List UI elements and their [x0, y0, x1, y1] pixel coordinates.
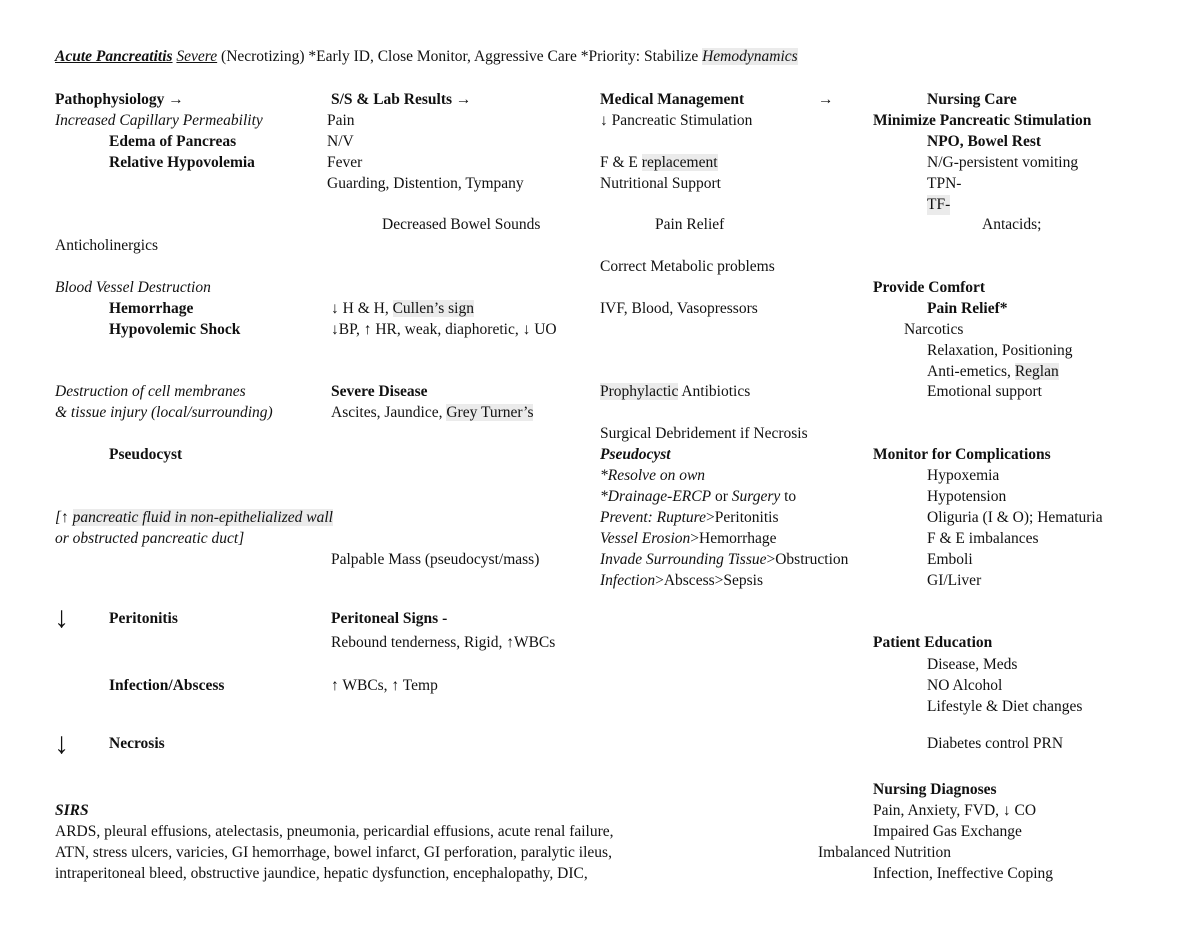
- nursing-npo: NPO, Bowel Rest: [927, 133, 1042, 150]
- med-antibiotics: Antibiotics: [678, 383, 751, 400]
- nursing-reglan: Reglan: [1014, 363, 1059, 380]
- nursing-gi: GI/Liver: [927, 572, 982, 589]
- ss-nv: N/V: [327, 133, 354, 150]
- med-prevent: [600, 508, 779, 528]
- nursing-diag-4: Infection, Ineffective Coping: [873, 865, 1054, 882]
- ss-wbc: ↑ WBCs, ↑ Temp: [331, 677, 438, 694]
- med-stim: ↓ Pancreatic Stimulation: [600, 112, 753, 129]
- page-title: [55, 47, 798, 67]
- patho-hypovolemic-shock: Hypovolemic Shock: [109, 321, 241, 338]
- nursing-antiemetics-text: Anti-emetics,: [927, 363, 1015, 380]
- nursing-tpn: TPN-: [927, 175, 962, 192]
- ss-palpable: Palpable Mass (pseudocyst/mass): [331, 551, 540, 568]
- title-main: Acute Pancreatitis: [55, 48, 173, 65]
- ss-ascites-text: Ascites, Jaundice,: [331, 404, 447, 421]
- title-severe: Severe: [176, 48, 218, 65]
- nursing-hypotension: Hypotension: [927, 488, 1007, 505]
- title-necrotizing: (Necrotizing) *Early ID, Close Monitor, Aggressive Care *Priority: Stabilize: [217, 48, 703, 65]
- sirs-line-3: intraperitoneal bleed, obstructive jaundice, hepatic dysfunction, encephalopathy, DIC,: [55, 865, 588, 882]
- med-drainage-ercp: *Drainage-ERCP: [600, 488, 712, 505]
- nursing-antacids: Antacids;: [982, 216, 1042, 233]
- med-drainage-or: or: [711, 488, 732, 505]
- med-invade-tissue: Invade Surrounding Tissue: [600, 551, 767, 568]
- nursing-diagnoses: Nursing Diagnoses: [873, 781, 997, 798]
- title-hemodynamics: Hemodynamics: [702, 48, 798, 65]
- patho-capillary: Increased Capillary Permeability: [55, 112, 263, 129]
- ss-grey-turner: Grey Turner’s: [446, 404, 534, 421]
- med-pain-relief: Pain Relief: [655, 216, 725, 233]
- ss-peritoneal: Peritoneal Signs -: [331, 610, 448, 627]
- med-invade: [600, 550, 848, 570]
- ss-ascites: [331, 403, 533, 423]
- nursing-emboli: Emboli: [927, 551, 973, 568]
- patho-fluid-highlight: pancreatic fluid in non-epithelialized wall: [72, 509, 333, 526]
- med-fe-highlight: replacement: [641, 154, 718, 171]
- ss-fever: Fever: [327, 154, 363, 171]
- patho-destruction-1: Destruction of cell membranes: [55, 383, 246, 400]
- nursing-antiemetics: [927, 362, 1059, 382]
- down-arrow-peritonitis: ↓: [54, 601, 69, 634]
- patho-fluid-open: [↑: [55, 509, 73, 526]
- med-prophylactic: [600, 382, 750, 402]
- med-infection: [600, 571, 763, 591]
- nursing-fe: F & E imbalances: [927, 530, 1039, 547]
- med-prophylactic-highlight: Prophylactic: [600, 383, 679, 400]
- med-surgical: Surgical Debridement if Necrosis: [600, 425, 808, 442]
- patho-anticholinergics: Anticholinergics: [55, 237, 159, 254]
- nursing-diabetes: Diabetes control PRN: [927, 735, 1064, 752]
- patho-hemorrhage: Hemorrhage: [109, 300, 194, 317]
- ss-bp: ↓BP, ↑ HR, weak, diaphoretic, ↓ UO: [331, 321, 557, 338]
- down-arrow-necrosis: ↓: [54, 727, 69, 760]
- header-pathophysiology: Pathophysiology →: [55, 91, 184, 108]
- nursing-oliguria: Oliguria (I & O); Hematuria: [927, 509, 1103, 526]
- med-nutrition: Nutritional Support: [600, 175, 721, 192]
- ss-severe-disease: Severe Disease: [331, 383, 428, 400]
- header-med-arrow: →: [818, 91, 834, 108]
- patho-vessel-destruction: Blood Vessel Destruction: [55, 279, 211, 296]
- ss-guarding: Guarding, Distention, Tympany: [327, 175, 524, 192]
- nursing-diag-3: Imbalanced Nutrition: [818, 844, 951, 861]
- sirs-title: SIRS: [55, 802, 89, 819]
- nursing-disease: Disease, Meds: [927, 656, 1018, 673]
- ss-hh-text: ↓ H & H,: [331, 300, 393, 317]
- nursing-diag-2: Impaired Gas Exchange: [873, 823, 1022, 840]
- patho-necrosis: Necrosis: [109, 735, 165, 752]
- nursing-relaxation: Relaxation, Positioning: [927, 342, 1073, 359]
- patho-peritonitis: Peritonitis: [109, 610, 178, 627]
- sirs-line-2: ATN, stress ulcers, varicies, GI hemorrhage, bowel infarct, GI perforation, paralytic ileus,: [55, 844, 612, 861]
- nursing-pain-relief: Pain Relief*: [927, 300, 1008, 317]
- nursing-comfort: Provide Comfort: [873, 279, 986, 296]
- nursing-monitor: Monitor for Complications: [873, 446, 1051, 463]
- ss-pain: Pain: [327, 112, 355, 129]
- patho-edema: Edema of Pancreas: [109, 133, 237, 150]
- med-drainage-surgery: Surgery: [731, 488, 781, 505]
- med-ivf: IVF, Blood, Vasopressors: [600, 300, 758, 317]
- med-infection-sepsis: >Abscess>Sepsis: [655, 572, 763, 589]
- nursing-ng: N/G-persistent vomiting: [927, 154, 1079, 171]
- nursing-narcotics: Narcotics: [904, 321, 964, 338]
- nursing-diag-1: Pain, Anxiety, FVD, ↓ CO: [873, 802, 1037, 819]
- med-vessel: [600, 529, 777, 549]
- ss-bowel-sounds: Decreased Bowel Sounds: [382, 216, 541, 233]
- med-pseudocyst: Pseudocyst: [600, 446, 671, 463]
- nursing-alcohol: NO Alcohol: [927, 677, 1003, 694]
- med-prevent-peritonitis: >Peritonitis: [706, 509, 779, 526]
- header-medical-management: Medical Management: [600, 91, 745, 108]
- header-ss-lab: S/S & Lab Results →: [331, 91, 472, 108]
- med-resolve: *Resolve on own: [600, 467, 706, 484]
- med-fe: [600, 153, 718, 173]
- med-vessel-hemorrhage: >Hemorrhage: [690, 530, 777, 547]
- nursing-lifestyle: Lifestyle & Diet changes: [927, 698, 1083, 715]
- ss-hh: [331, 299, 474, 319]
- sirs-line-1: ARDS, pleural effusions, atelectasis, pneumonia, pericardial effusions, acute renal failure,: [55, 823, 614, 840]
- nursing-hypoxemia: Hypoxemia: [927, 467, 1000, 484]
- patho-fluid-1: [55, 508, 333, 528]
- nursing-emotional: Emotional support: [927, 383, 1042, 400]
- patho-hypovolemia: Relative Hypovolemia: [109, 154, 255, 171]
- patho-pseudocyst: Pseudocyst: [109, 446, 183, 463]
- med-fe-text: F & E: [600, 154, 642, 171]
- patho-fluid-2: or obstructed pancreatic duct]: [55, 530, 245, 547]
- nursing-minimize: Minimize Pancreatic Stimulation: [873, 112, 1092, 129]
- med-infection-label: Infection: [600, 572, 656, 589]
- header-nursing-care: Nursing Care: [927, 91, 1017, 108]
- med-metabolic: Correct Metabolic problems: [600, 258, 775, 275]
- patho-infection-abscess: Infection/Abscess: [109, 677, 225, 694]
- med-vessel-erosion: Vessel Erosion: [600, 530, 691, 547]
- med-invade-obstruction: >Obstruction: [766, 551, 849, 568]
- med-drainage-to: to: [780, 488, 797, 505]
- ss-cullens: Cullen’s sign: [392, 300, 474, 317]
- patho-destruction-2: & tissue injury (local/surrounding): [55, 404, 273, 421]
- nursing-tf: TF-: [927, 196, 951, 213]
- nursing-education: Patient Education: [873, 634, 993, 651]
- med-prevent-rupture: Prevent: Rupture: [600, 509, 707, 526]
- ss-rebound: Rebound tenderness, Rigid, ↑WBCs: [331, 634, 556, 651]
- med-drainage: [600, 487, 796, 507]
